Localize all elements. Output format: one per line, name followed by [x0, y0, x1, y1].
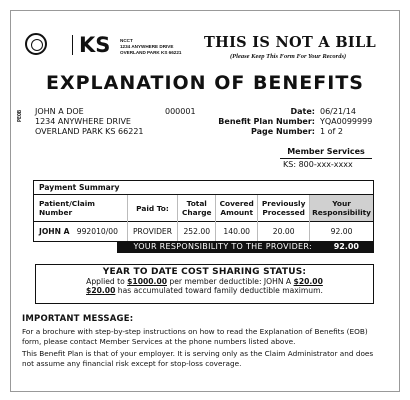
page-number-value: 1 of 2 — [320, 127, 343, 136]
responsibility-total-label: YOUR RESPONSIBILITY TO THE PROVIDER: — [133, 242, 312, 251]
cell-claim: 992010/00 — [76, 227, 118, 236]
logo-divider — [72, 35, 73, 55]
not-a-bill-subline: (Please Keep This Form For Your Records) — [230, 53, 347, 60]
logo-address-line1: NCCT — [120, 38, 133, 43]
table-header-row — [34, 195, 373, 222]
date-value: 06/21/14 — [320, 107, 356, 116]
important-message-body — [22, 327, 382, 371]
recipient-address — [35, 107, 144, 137]
ytd-title: YEAR TO DATE COST SHARING STATUS: — [102, 267, 307, 277]
col-total-charge: Total Charge — [178, 195, 216, 222]
member-services-title: Member Services — [280, 147, 372, 159]
ytd-family-accumulated-amount: $20.00 — [86, 286, 116, 295]
recipient-id: 000001 — [165, 107, 196, 116]
col-claim-number: Patient/Claim Number — [34, 195, 127, 222]
cell-patient-claim — [34, 222, 127, 242]
cell-patient: JOHN A — [39, 227, 70, 236]
col-covered-amount: Covered Amount — [216, 195, 258, 222]
responsibility-total-bar — [117, 241, 374, 253]
plan-number-value: YQA0099999 — [320, 117, 373, 126]
logo-address-line2: 1234 ANYWHERE DRIVE — [120, 44, 174, 49]
cell-your-responsibility: 92.00 — [310, 222, 373, 242]
side-code: PEOB — [17, 110, 23, 123]
page-number-label: Page Number: — [250, 127, 315, 136]
col-previously-processed: Previously Processed — [258, 195, 310, 222]
logo-initials: KS — [79, 33, 111, 57]
important-message-title: IMPORTANT MESSAGE: — [22, 314, 134, 324]
logo-address-line3: OVERLAND PARK KS 66221 — [120, 50, 182, 55]
logo-address — [120, 38, 181, 56]
info-values — [320, 107, 372, 137]
cell-total-charge: 252.00 — [178, 222, 216, 242]
important-message-para2: This Benefit Plan is that of your employer. It is serving only as the Claim Administrator and does not assume any financial risk except for stop-loss coverage. — [22, 349, 374, 368]
recipient-city: OVERLAND PARK KS 66221 — [35, 127, 144, 136]
responsibility-total-value: 92.00 — [333, 242, 359, 251]
seal-logo-icon — [25, 33, 47, 55]
ytd-line2-post: has accumulated toward family deductible maximum. — [115, 286, 323, 295]
ytd-line2 — [36, 286, 373, 295]
ytd-line1 — [36, 277, 373, 286]
member-services-phone: KS: 800-xxx-xxxx — [283, 160, 353, 169]
ytd-cost-sharing-box — [35, 264, 374, 304]
cell-paid-to: PROVIDER — [127, 222, 178, 242]
plan-number-label: Benefit Plan Number: — [218, 117, 315, 126]
info-labels — [218, 107, 315, 137]
ytd-member-applied-amount: $20.00 — [293, 277, 323, 286]
table-row — [34, 222, 373, 242]
payment-summary-table — [33, 180, 374, 242]
not-a-bill-headline: THIS IS NOT A BILL — [204, 34, 376, 51]
col-your-responsibility: Your Responsibility — [310, 195, 373, 222]
recipient-name: JOHN A DOE — [35, 107, 84, 116]
cell-covered-amount: 140.00 — [216, 222, 258, 242]
col-paid-to: Paid To: — [127, 195, 178, 222]
ytd-line1-mid: per member deductible: JOHN A — [167, 277, 294, 286]
recipient-street: 1234 ANYWHERE DRIVE — [35, 117, 131, 126]
date-label: Date: — [290, 107, 315, 116]
cell-previously-processed: 20.00 — [258, 222, 310, 242]
page-title: EXPLANATION OF BENEFITS — [46, 72, 364, 94]
ytd-line1-pre: Applied to — [86, 277, 128, 286]
important-message-para1: For a brochure with step-by-step instructions on how to read the Explanation of Benefits (EOB) form, please contact Member Services at the phone numbers listed above. — [22, 327, 368, 346]
ytd-deductible-amount: $1000.00 — [127, 277, 168, 286]
payment-summary-title: Payment Summary — [34, 181, 373, 195]
